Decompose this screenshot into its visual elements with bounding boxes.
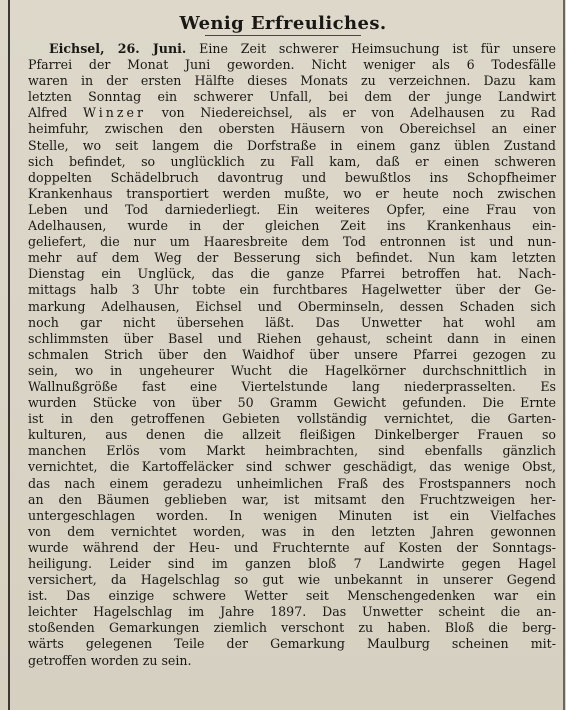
article-line: untergeschlagen worden. In wenigen Minuten ist ein Vielfaches — [28, 507, 556, 523]
article-line: Leben und Tod darniederliegt. Ein weiteres Opfer, eine Frau von — [28, 201, 556, 217]
article-line: doppelten Schädelbruch davontrug und bewußtlos ins Schopfheimer — [28, 169, 556, 185]
headline-underline — [205, 35, 361, 36]
article-line: kulturen, aus denen die allzeit fleißigen Dinkelberger Frauen so — [28, 427, 556, 443]
article-line: sich befindet, so unglücklich zu Fall kam, daß er einen schweren — [28, 153, 556, 169]
article-line: schlimmsten über Basel und Riehen gehaust, scheint dann in einen — [28, 330, 556, 346]
article-line: wärts gelegenen Teile der Gemarkung Maulburg scheinen mit- — [28, 636, 556, 652]
article-dateline: Eichsel, 26. Juni. — [49, 41, 187, 56]
person-name: Winzer — [83, 105, 147, 121]
article-line: Adelhausen, wurde in der gleichen Zeit ins Krankenhaus ein- — [28, 218, 556, 234]
article-body — [28, 41, 556, 669]
article-line-text: Alfred — [28, 105, 84, 121]
article-line: mehr auf dem Weg der Besserung sich befindet. Nun kam letzten — [28, 250, 556, 266]
article-line: schmalen Strich über den Waidhof über unsere Pfarrei gezogen zu — [28, 346, 556, 362]
article-line: Pfarrei der Monat Juni geworden. Nicht weniger als 6 Todesfälle — [28, 57, 556, 73]
article-line: manchen Erlös vom Markt heimbrachten, sind ebenfalls gänzlich — [28, 443, 556, 459]
article-line: geliefert, die nur um Haaresbreite dem Tod entronnen ist und nun- — [28, 234, 556, 250]
article-line: markung Adelhausen, Eichsel und Oberminseln, dessen Schaden sich — [28, 298, 556, 314]
article-line: Krankenhaus transportiert werden mußte, wo er heute noch zwischen — [28, 185, 556, 201]
article-line: heiligung. Leider sind im ganzen bloß 7 Landwirte gegen Hagel — [28, 556, 556, 571]
article-line: wurden Stücke von über 50 Gramm Gewicht gefunden. Die Ernte — [28, 395, 556, 411]
article-line: versichert, da Hagelschlag so gut wie unbekannt in unserer Gegend — [28, 572, 556, 588]
article-line: letzten Sonntag ein schwerer Unfall, bei dem der junge Landwirt — [28, 89, 556, 105]
article-line: Dienstag ein Unglück, das die ganze Pfarrei betroffen hat. Nach- — [28, 266, 556, 282]
article-line: wurde während der Heu- und Fruchternte auf Kosten der Sonntags- — [28, 539, 556, 555]
right-column-rule — [563, 0, 565, 710]
article-line: mittags halb 3 Uhr tobte ein furchtbares Hagelwetter über der Ge- — [28, 282, 556, 298]
article-line: waren in der ersten Hälfte dieses Monats zu verzeichnen. Dazu kam — [28, 73, 556, 89]
article-line: vernichtet, die Kartoffeläcker sind schwer geschädigt, das wenige Obst, — [28, 459, 556, 475]
article-headline: Wenig Erfreuliches. — [179, 13, 387, 34]
article-line: Wallnußgröße fast eine Viertelstunde lang niederprasselten. Es — [28, 378, 556, 394]
article-line: das nach einem geradezu unheimlichen Fraß des Frostspanners noch — [28, 475, 556, 491]
article-line-text: von Niedereichsel, als er von Adelhausen zu Rad — [146, 105, 556, 121]
article-line: heimfuhr, zwischen den obersten Häusern von Obereichsel an einer — [28, 121, 556, 137]
article-line: stoßenden Gemarkungen ziemlich verschont zu haben. Bloß die berg- — [28, 620, 556, 636]
article-line — [28, 105, 556, 121]
article-line: noch gar nicht übersehen läßt. Das Unwetter hat wohl am — [28, 314, 556, 330]
article-line: leichter Hagelschlag im Jahre 1897. Das Unwetter scheint die an- — [28, 604, 556, 620]
article-line: ist. Das einzige schwere Wetter seit Menschengedenken war ein — [28, 588, 556, 604]
left-column-rule — [8, 0, 10, 710]
article-line: sein, wo in ungeheurer Wucht die Hagelkörner durchschnittlich in — [28, 362, 556, 378]
article-line: Stelle, wo seit langem die Dorfstraße in einem ganz üblen Zustand — [28, 137, 556, 153]
article-line: ist in den getroffenen Gebieten vollständig vernichtet, die Garten- — [28, 411, 556, 427]
article-line: getroffen worden zu sein. — [28, 652, 192, 668]
article-line: an den Bäumen geblieben war, ist mitsamt den Fruchtzweigen her- — [28, 491, 556, 507]
article-line — [28, 41, 556, 57]
article-line: von dem vernichtet worden, was in den letzten Jahren gewonnen — [28, 523, 556, 539]
article-line-text: Eine Zeit schwerer Heimsuchung ist für unsere — [186, 41, 556, 56]
